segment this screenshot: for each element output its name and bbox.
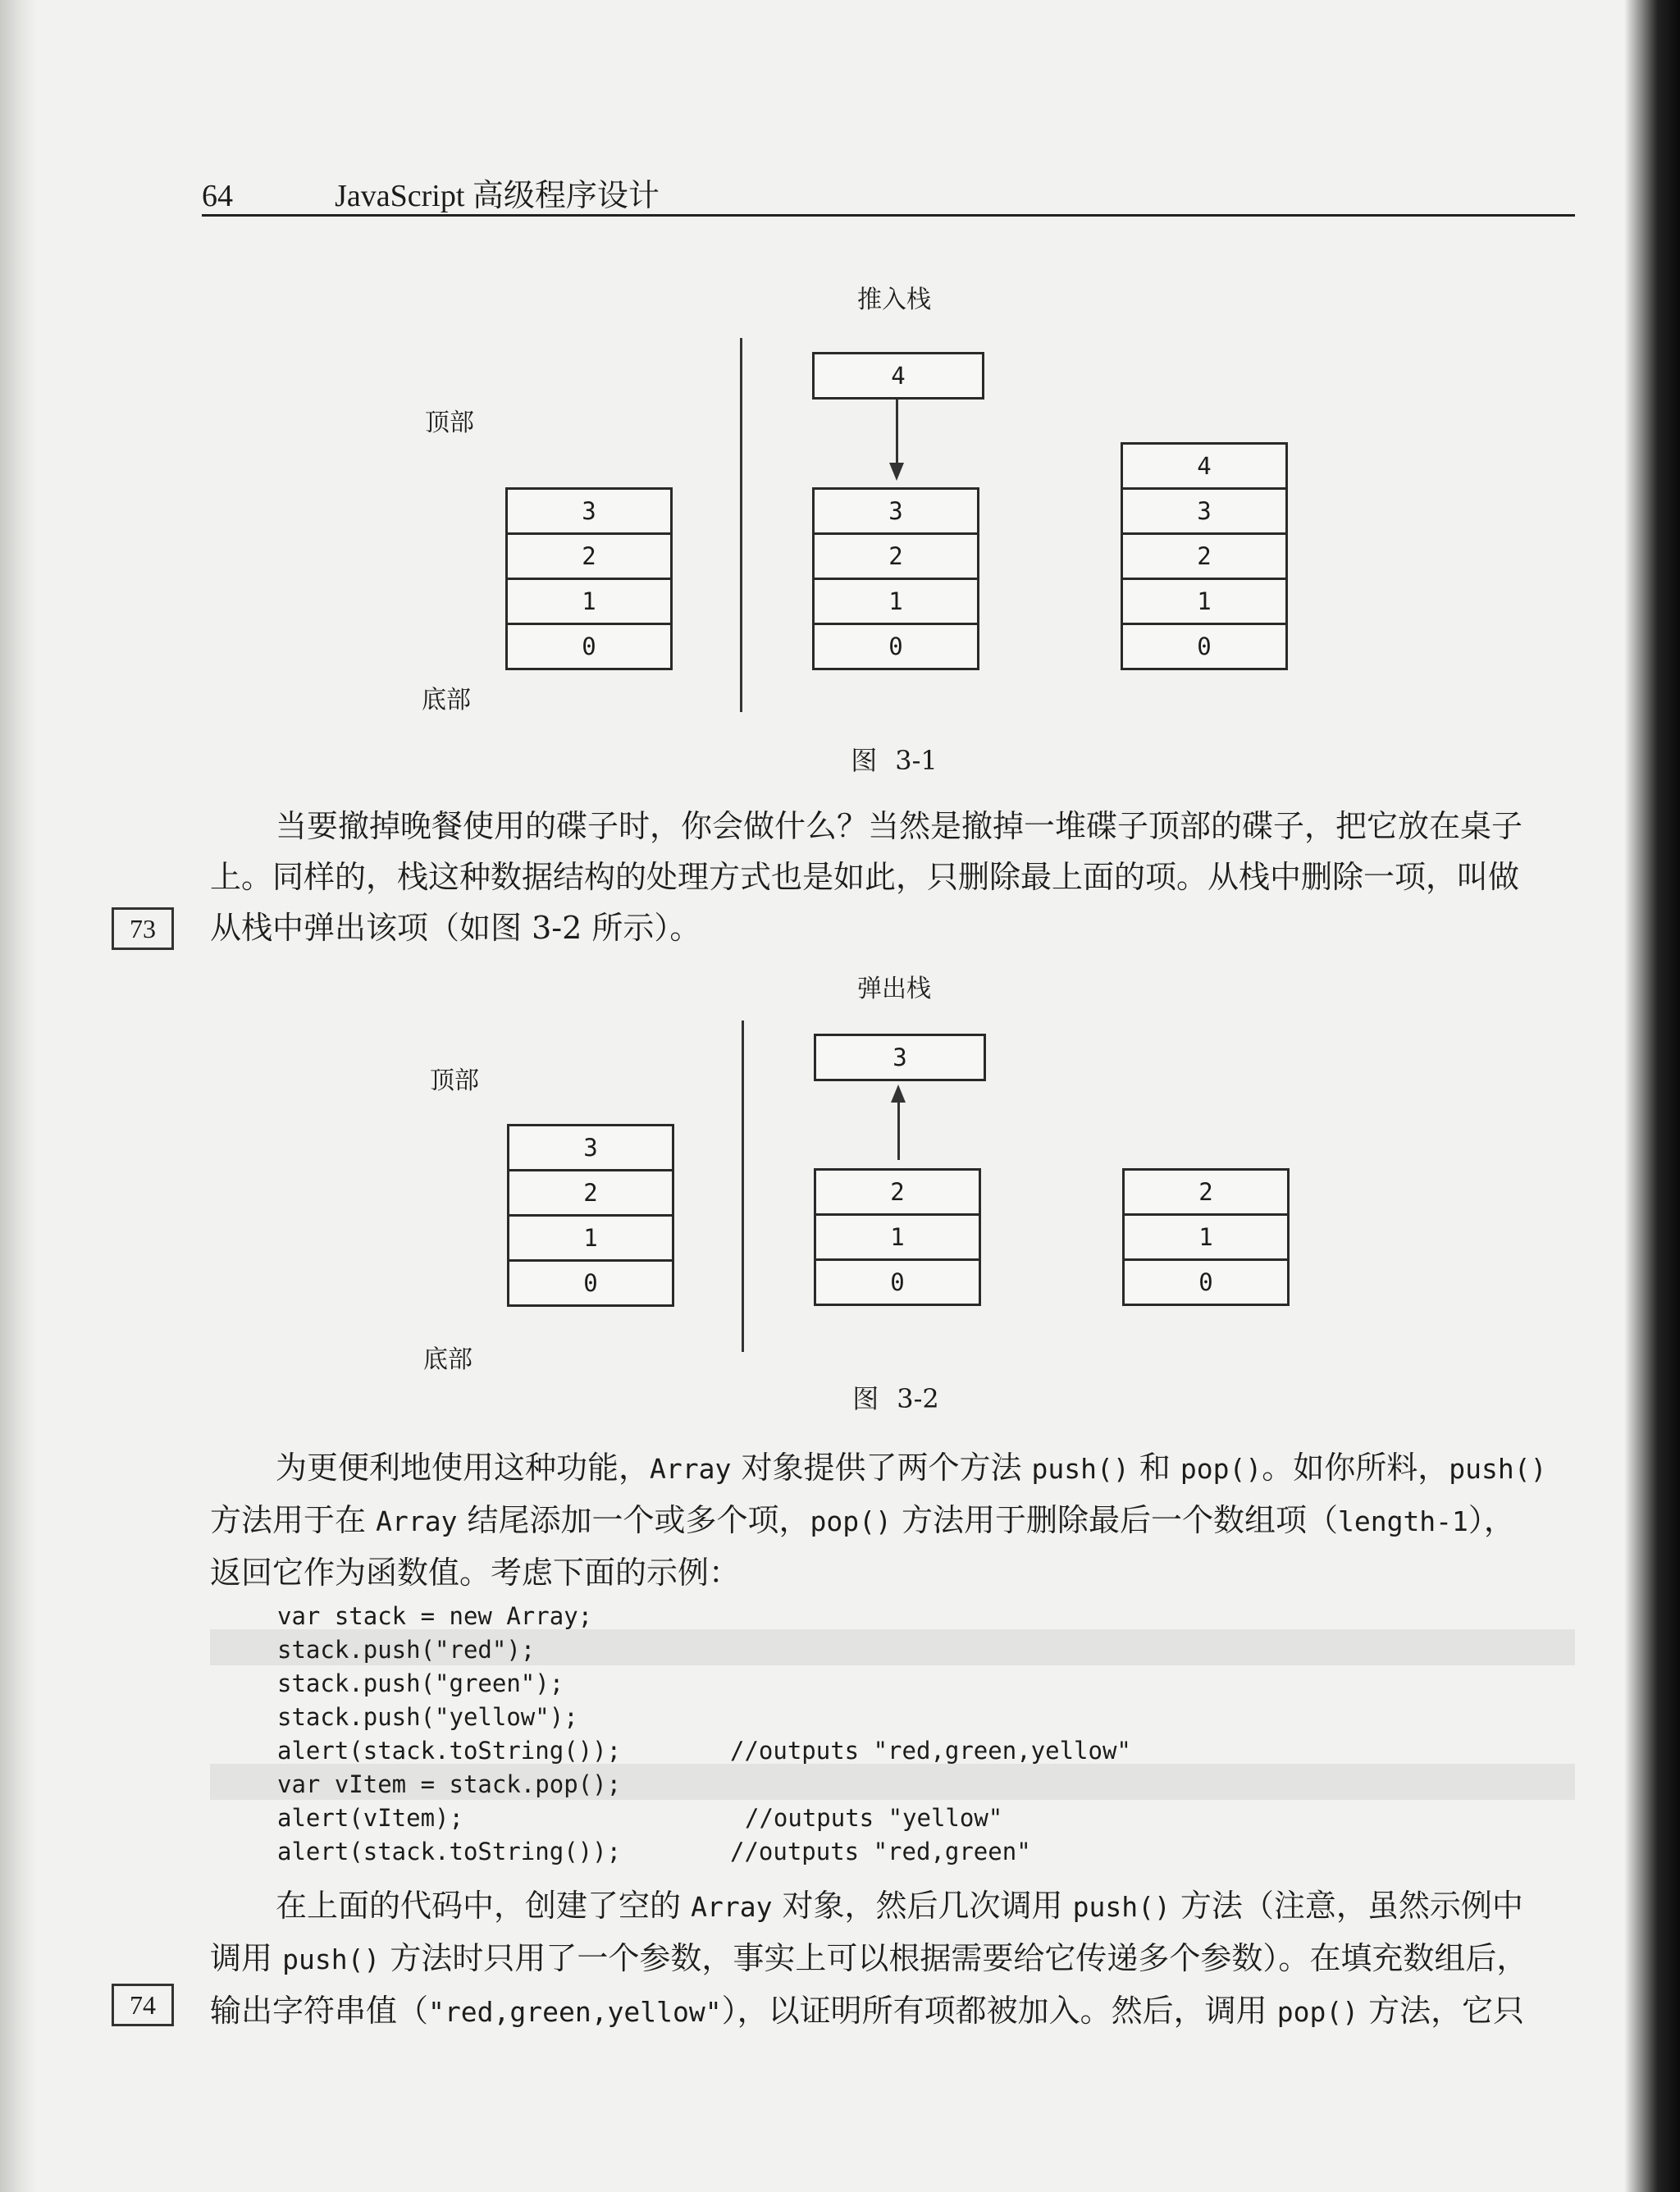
- right-stack: [1122, 1168, 1290, 1306]
- text-line: 返回它作为函数值。考虑下面的示例：: [210, 1555, 741, 1591]
- code-term: pop(): [1276, 1996, 1359, 2028]
- stack-cell: 2: [505, 532, 673, 580]
- figure-title: 推入栈: [857, 285, 931, 314]
- caption-prefix: 图: [851, 745, 878, 776]
- text-line: 从栈中弹出该项（如图 3-2 所示）。: [210, 910, 701, 946]
- figure-divider: [742, 1021, 744, 1352]
- bottom-label: 底部: [423, 1345, 472, 1374]
- book-edge-right: [1624, 0, 1680, 2192]
- stack-cell: 0: [812, 623, 979, 670]
- code-term: push(): [1031, 1453, 1130, 1485]
- stack-cell: 2: [812, 532, 979, 580]
- stack-cell: 3: [505, 487, 673, 535]
- stack-cell: 3: [812, 487, 979, 535]
- code-term: pop(): [1180, 1453, 1262, 1485]
- code-term: push(): [1449, 1453, 1547, 1485]
- pushed-item: 4: [812, 352, 984, 400]
- pop-arrow-head: [891, 1085, 906, 1103]
- figure-divider: [740, 338, 742, 712]
- stack-cell: 1: [812, 578, 979, 625]
- paragraph: [210, 1880, 1575, 2038]
- text-run: 结尾添加一个或多个项，: [457, 1502, 810, 1538]
- book-gutter-left: [0, 0, 38, 2192]
- text-line: [210, 1442, 1575, 1495]
- code-comment: //outputs "red,green,yellow": [730, 1737, 1131, 1765]
- stack-cell: 2: [1121, 532, 1288, 580]
- text-run: 在上面的代码中，创建了空的: [276, 1888, 692, 1924]
- stack-cell: 1: [1121, 578, 1288, 625]
- caption-prefix: 图: [852, 1383, 879, 1414]
- code-comment: //outputs "yellow": [745, 1804, 1003, 1832]
- figure-caption: [852, 1378, 939, 1416]
- code-term: pop(): [810, 1505, 892, 1537]
- running-head: [202, 170, 660, 215]
- stack-cell: 3: [507, 1124, 674, 1171]
- caption-number: 3-2: [897, 1383, 939, 1414]
- middle-stack: [814, 1168, 981, 1306]
- stack-cell: 2: [507, 1169, 674, 1217]
- stack-cell: 1: [1122, 1213, 1290, 1261]
- stack-cell: 4: [1121, 442, 1288, 490]
- text-run: 和: [1129, 1450, 1180, 1486]
- text-run: 方法用于在: [210, 1502, 377, 1538]
- code-term: push(): [1072, 1891, 1171, 1923]
- popped-item: 3: [814, 1034, 986, 1081]
- stack-cell: 2: [814, 1168, 981, 1216]
- page-number: 64: [202, 179, 233, 213]
- figure-title: 弹出栈: [857, 975, 931, 1003]
- stack-cell: 1: [814, 1213, 981, 1261]
- text-run: 调用: [210, 1940, 283, 1976]
- text-line: [210, 1495, 1575, 1547]
- header-rule: [202, 214, 1575, 217]
- top-label: 顶部: [425, 409, 474, 437]
- margin-page-ref: 74: [112, 1984, 174, 2026]
- text-line: [210, 1985, 1575, 2038]
- stack-cell: 0: [814, 1258, 981, 1306]
- book-title: JavaScript 高级程序设计: [335, 179, 660, 213]
- push-arrow-line: [896, 400, 898, 463]
- stack-cell: 3: [1121, 487, 1288, 535]
- text-run: 方法时只用了一个参数，事实上可以根据需要给它传递多个参数）。在填充数组后，: [380, 1940, 1528, 1976]
- text-run: 方法，它只: [1358, 1993, 1525, 2029]
- margin-page-ref: 73: [112, 907, 174, 950]
- code-term: push(): [282, 1943, 381, 1975]
- text-run: ），: [1468, 1502, 1515, 1538]
- code-comment: //outputs "red,green": [730, 1838, 1031, 1865]
- code-line: alert(stack.toString());: [277, 1838, 622, 1865]
- stack-cell: 0: [1121, 623, 1288, 670]
- text-run: 。如你所料，: [1262, 1450, 1449, 1486]
- figure-caption: [851, 740, 938, 778]
- text-run: 输出字符串值（: [210, 1993, 429, 2029]
- stack-cell: 0: [505, 623, 673, 670]
- pop-arrow-line: [897, 1103, 900, 1160]
- code-listing: [277, 1600, 1131, 1869]
- text-line: [210, 1880, 1575, 1933]
- code-line: alert(vItem);: [277, 1804, 463, 1832]
- code-term: Array: [376, 1505, 458, 1537]
- left-stack: [507, 1124, 674, 1307]
- stack-cell: 2: [1122, 1168, 1290, 1216]
- text-run: 方法用于删除最后一个数组项（: [891, 1502, 1338, 1538]
- text-line: 上。同样的，栈这种数据结构的处理方式也是如此，只删除最上面的项。从栈中删除一项，叫做: [210, 859, 1520, 895]
- text-line: 当要撤掉晚餐使用的碟子时，你会做什么？当然是撤掉一堆碟子顶部的碟子，把它放在桌子: [276, 808, 1523, 844]
- code-line: stack.push("green");: [277, 1669, 564, 1697]
- text-run: ），以证明所有项都被加入。然后，调用: [721, 1993, 1277, 2029]
- bottom-label: 底部: [422, 686, 471, 715]
- code-term: Array: [691, 1891, 773, 1923]
- code-term: length-1: [1337, 1505, 1468, 1537]
- code-line: var vItem = stack.pop();: [277, 1770, 622, 1798]
- stack-cell: 0: [507, 1259, 674, 1307]
- text-run: 方法（注意，虽然示例中: [1170, 1888, 1523, 1924]
- text-run: 为更便利地使用这种功能，: [276, 1450, 651, 1486]
- code-line: stack.push("red");: [277, 1636, 536, 1664]
- code-term: "red,green,yellow": [428, 1996, 722, 2028]
- code-line: var stack = new Array;: [277, 1602, 593, 1630]
- middle-stack: [812, 487, 979, 670]
- push-arrow-head: [889, 463, 904, 481]
- code-term: Array: [650, 1453, 732, 1485]
- top-label: 顶部: [430, 1066, 479, 1095]
- text-line: [210, 1933, 1575, 1985]
- caption-number: 3-1: [895, 745, 938, 776]
- stack-cell: 1: [505, 578, 673, 625]
- right-stack: [1121, 442, 1288, 670]
- stack-cell: 0: [1122, 1258, 1290, 1306]
- paragraph: [210, 801, 1575, 953]
- left-stack: [505, 487, 673, 670]
- code-line: stack.push("yellow");: [277, 1703, 578, 1731]
- paragraph: [210, 1442, 1575, 1598]
- code-line: alert(stack.toString());: [277, 1737, 622, 1765]
- text-run: 对象提供了两个方法: [731, 1450, 1032, 1486]
- text-run: 对象，然后几次调用: [772, 1888, 1073, 1924]
- stack-cell: 1: [507, 1214, 674, 1262]
